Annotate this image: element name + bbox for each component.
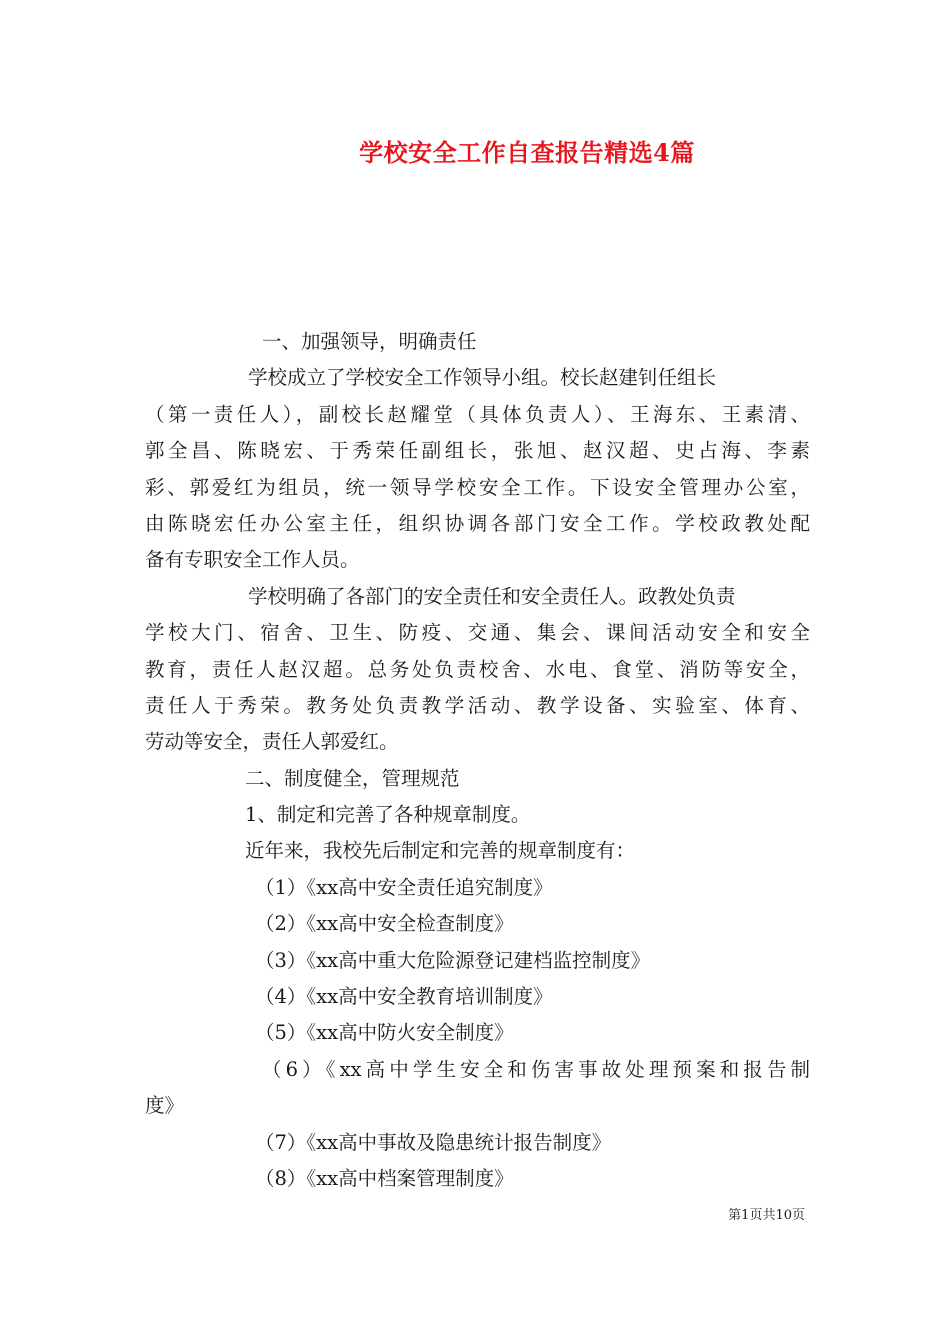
- paragraph-line: 学校大门、宿舍、卫生、防疫、交通、集会、课间活动安全和安全: [145, 621, 810, 645]
- list-item: （2）《xx高中安全检查制度》: [255, 912, 514, 936]
- paragraph-line: 学校明确了各部门的安全责任和安全责任人。政教处负责: [248, 584, 736, 608]
- document-body: [145, 324, 810, 1197]
- list-intro: 近年来，我校先后制定和完善的规章制度有：: [245, 839, 636, 863]
- list-item: （3）《xx高中重大危险源登记建档监控制度》: [255, 948, 651, 972]
- paragraph-line: 郭全昌、陈晓宏、于秀荣任副组长，张旭、赵汉超、史占海、李素: [145, 439, 810, 463]
- paragraph-line: 劳动等安全，责任人郭爱红。: [145, 730, 399, 754]
- subsection-heading: 1、制定和完善了各种规章制度。: [245, 803, 531, 827]
- paragraph-line: 备有专职安全工作人员。: [145, 548, 360, 572]
- list-item: （7）《xx高中事故及隐患统计报告制度》: [255, 1130, 612, 1154]
- section-heading-2: 二、制度健全，管理规范: [245, 766, 460, 790]
- document-title: 学校安全工作自查报告精选4篇: [359, 138, 695, 167]
- paragraph-line: 责任人于秀荣。教务处负责教学活动、教学设备、实验室、体育、: [145, 693, 810, 717]
- list-item-continuation: 度》: [145, 1094, 185, 1118]
- paragraph-line: 教育，责任人赵汉超。总务处负责校舍、水电、食堂、消防等安全，: [145, 657, 810, 681]
- paragraph-line: 彩、郭爱红为组员，统一领导学校安全工作。下设安全管理办公室，: [145, 475, 810, 499]
- list-item: （6）《xx高中学生安全和伤害事故处理预案和报告制: [262, 1057, 810, 1081]
- list-item: （4）《xx高中安全教育培训制度》: [255, 985, 553, 1009]
- list-item: （1）《xx高中安全责任追究制度》: [255, 875, 553, 899]
- page-number: 第1页共10页: [728, 1208, 805, 1223]
- section-heading-1: 一、加强领导，明确责任: [262, 330, 477, 353]
- paragraph-line: 由陈晓宏任办公室主任，组织协调各部门安全工作。学校政教处配: [145, 511, 810, 535]
- list-item: （8）《xx高中档案管理制度》: [255, 1166, 514, 1190]
- paragraph-line: 学校成立了学校安全工作领导小组。校长赵建钊任组长: [248, 366, 717, 390]
- list-item: （5）《xx高中防火安全制度》: [255, 1021, 514, 1045]
- paragraph-line: （第一责任人），副校长赵耀堂（具体负责人）、王海东、王素清、: [145, 402, 810, 426]
